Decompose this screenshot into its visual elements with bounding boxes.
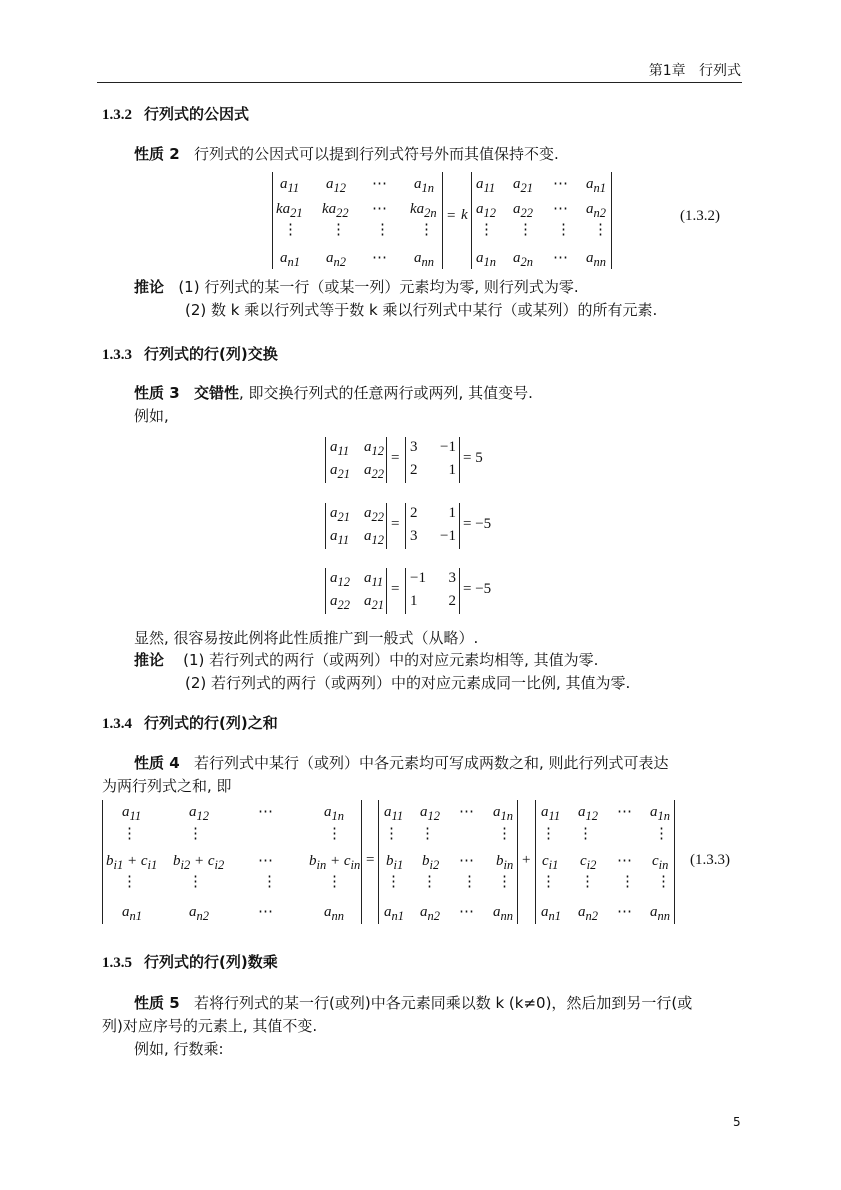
example-value: 3 [448, 570, 456, 586]
example-result: = 5 [463, 450, 483, 466]
example-entry: $a_{22}$ [330, 593, 350, 612]
example-entry: $a_{11}$ [330, 528, 350, 547]
section-heading-1-3-3: 1.3.3 行列式的行(列)交换 [102, 345, 278, 363]
example-entry: $a_{12}$ [364, 439, 384, 458]
example-value: 2 [410, 462, 418, 478]
example-value: −1 [410, 570, 426, 586]
property-5-line-3: 例如, 行数乘: [134, 1040, 224, 1058]
section-heading-1-3-5: 1.3.5 行列式的行(列)数乘 [102, 953, 278, 971]
section-heading-1-3-2: 1.3.2 行列式的公因式 [102, 105, 250, 123]
obvious-remark: 显然, 很容易按此例将此性质推广到一般式（从略）. [134, 629, 479, 647]
example-entry: $a_{12}$ [364, 528, 384, 547]
example-value: 1 [448, 505, 456, 521]
equation-number-1-3-3: (1.3.3) [690, 852, 730, 868]
example-entry: $a_{11}$ [330, 439, 350, 458]
example-entry: $a_{12}$ [330, 570, 350, 589]
property-3: 性质 3 交错性, 即交换行列式的任意两行或两列, 其值变号. [134, 384, 533, 402]
corollary-2-item-2: (2) 若行列式的两行（或两列）中的对应元素成同一比例, 其值为零. [185, 674, 631, 692]
page-number: 5 [733, 1115, 741, 1129]
example-value: −1 [440, 528, 456, 544]
corollary-1-item-2: (2) 数 k 乘以行列式等于数 k 乘以行列式中某行（或某列）的所有元素. [185, 301, 658, 319]
example-entry: $a_{11}$ [364, 570, 384, 589]
section-heading-1-3-4: 1.3.4 行列式的行(列)之和 [102, 714, 278, 732]
example-entry: $a_{22}$ [364, 462, 384, 481]
example-entry: $a_{21}$ [330, 505, 350, 524]
property-4-line-2: 为两行列式之和, 即 [102, 777, 232, 795]
property-2: 性质 2 行列式的公因式可以提到行列式符号外而其值保持不变. [134, 145, 559, 163]
example-value: 3 [410, 439, 418, 455]
equation-number-1-3-2: (1.3.2) [680, 208, 720, 224]
example-result: = −5 [463, 581, 492, 597]
example-entry: $a_{22}$ [364, 505, 384, 524]
example-value: 1 [448, 462, 456, 478]
example-intro: 例如, [134, 407, 169, 425]
example-entry: $a_{21}$ [330, 462, 350, 481]
running-header [649, 60, 741, 80]
corollary-2: 推论 (1) 若行列式的两行（或两列）中的对应元素均相等, 其值为零. [134, 651, 599, 669]
property-4: 性质 4 若行列式中某行（或列）中各元素均可写成两数之和, 则此行列式可表达 [134, 754, 669, 772]
example-value: 1 [410, 593, 418, 609]
corollary-1: 推论 (1) 行列式的某一行（或某一列）元素均为零, 则行列式为零. [134, 278, 579, 296]
example-entry: $a_{21}$ [364, 593, 384, 612]
example-value: 2 [448, 593, 456, 609]
property-5-line-2: 列)对应序号的元素上, 其值不变. [102, 1017, 318, 1035]
example-result: = −5 [463, 516, 492, 532]
property-5: 性质 5 若将行列式的某一行(或列)中各元素同乘以数 k (k≠0)，然后加到另一行(或 [134, 994, 693, 1012]
example-value: 2 [410, 505, 418, 521]
example-value: 3 [410, 528, 418, 544]
chapter-number: 第1章 [648, 63, 686, 79]
example-value: −1 [440, 439, 456, 455]
chapter-title: 行列式 [699, 63, 741, 79]
header-rule [97, 82, 742, 83]
